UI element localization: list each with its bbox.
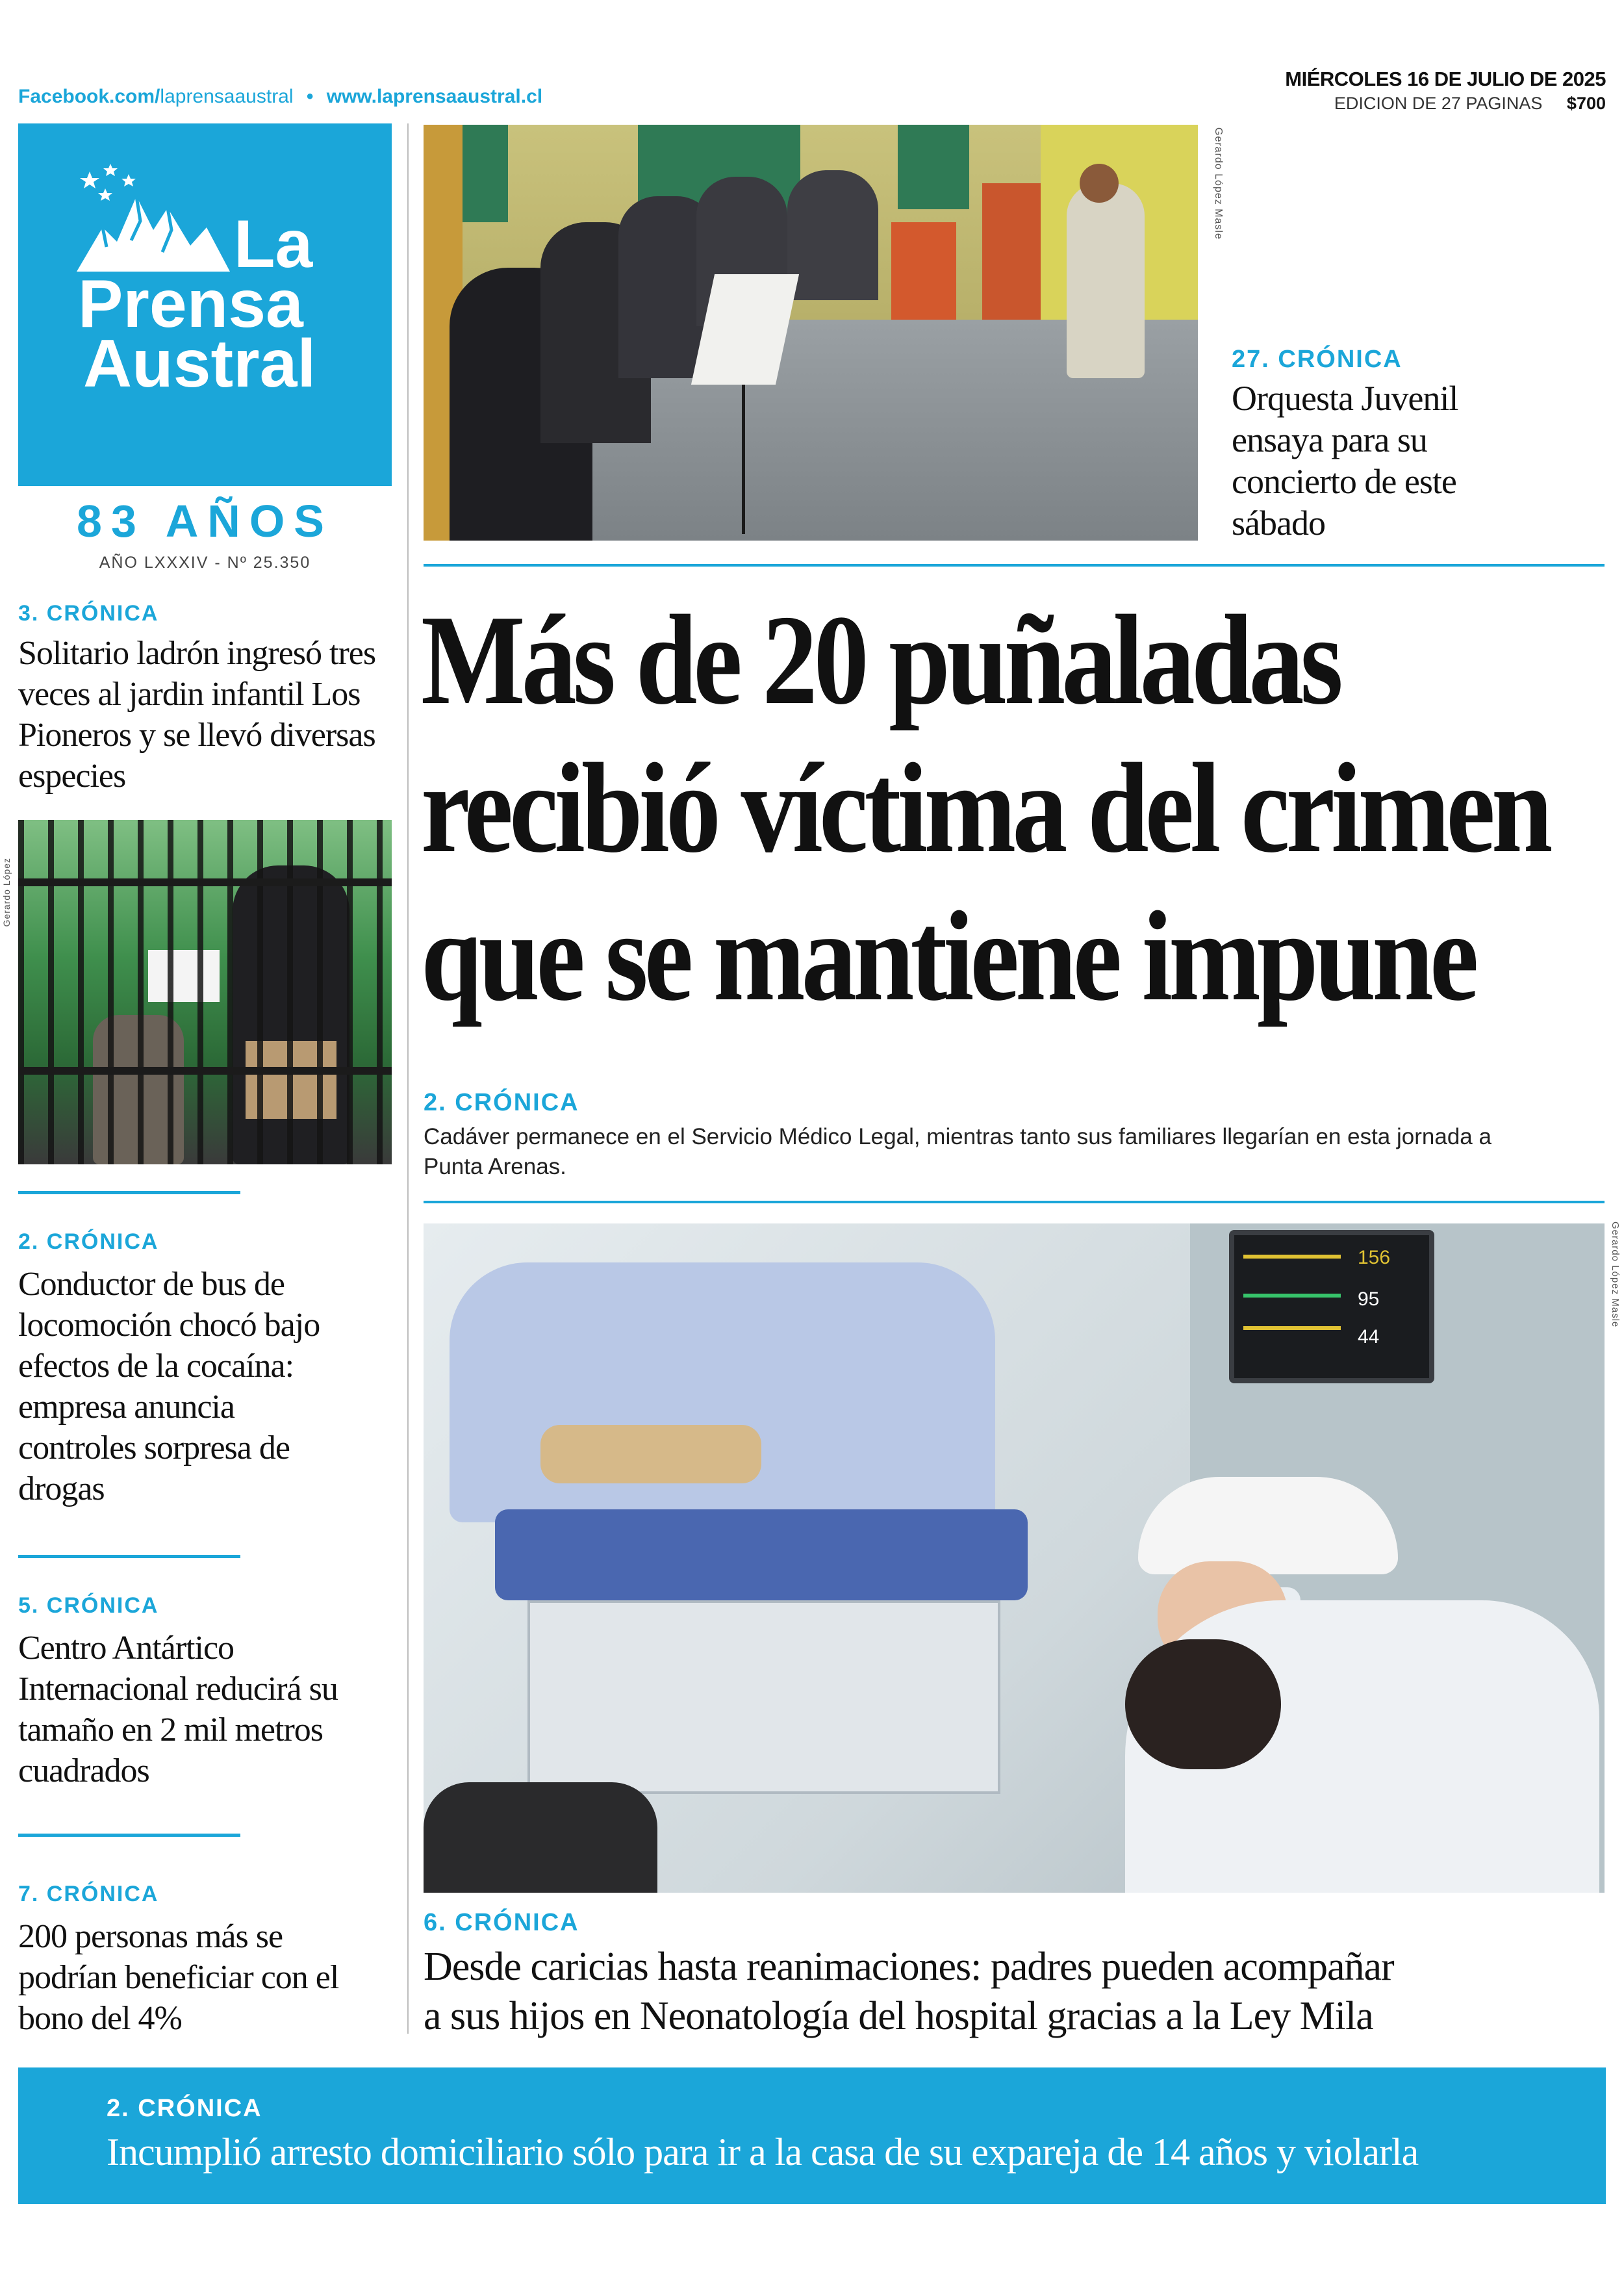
edition-pages: EDICION DE 27 PAGINAS [1334, 94, 1543, 113]
lead-kicker: 2. CRÓNICA [424, 1089, 579, 1116]
side-story-3[interactable] [18, 1593, 382, 1791]
side-story-headline: 200 personas más se podrían beneficiar con el bono del 4% [18, 1918, 339, 2037]
neonatal-story[interactable] [424, 1909, 1606, 2041]
neonatal-kicker: 6. CRÓNICA [424, 1909, 579, 1936]
photo-credit-neonatal: Gerardo López Masle [1610, 1222, 1621, 1328]
photo-credit-theft: Gerardo López [1, 858, 12, 927]
facebook-label: Facebook.com/ [18, 86, 160, 107]
side-story-kicker: 3. CRÓNICA [18, 601, 159, 626]
bottom-banner[interactable] [18, 2067, 1606, 2204]
banner-kicker: 2. CRÓNICA [107, 2095, 262, 2122]
neonatal-headline-line: a sus hijos en Neonatología del hospital gracias a la Ley Mila [424, 1994, 1373, 2038]
divider [424, 564, 1605, 567]
side-story-headline: Centro Antártico Internacional reducirá su tamaño en 2 mil metros cuadrados [18, 1630, 338, 1789]
neonatal-headline-line: Desde caricias hasta reanimaciones: padres pueden acompañar [424, 1945, 1394, 1989]
logo-word-austral: Austral [83, 326, 316, 402]
column-rule [407, 123, 409, 2034]
lead-headline-line: que se mantiene impune [421, 885, 1475, 1027]
lead-headline[interactable] [421, 586, 1610, 1030]
lead-deck: Cadáver permanece en el Servicio Médico Legal, mientras tanto sus familiares llegarían en esta jornada a Punta Arenas. [424, 1124, 1491, 1179]
lead-headline-line: recibió víctima del crimen [421, 737, 1549, 879]
side-story-kicker: 7. CRÓNICA [18, 1882, 159, 1906]
neonatal-photo [424, 1223, 1605, 1893]
side-story-kicker: 5. CRÓNICA [18, 1593, 159, 1618]
theft-photo [18, 820, 392, 1164]
orchestra-photo [424, 125, 1198, 541]
photo-credit-orchestra: Gerardo López Masle [1213, 127, 1224, 240]
monitor-value: 156 [1358, 1247, 1391, 1268]
divider [424, 1201, 1605, 1203]
side-story-4[interactable] [18, 1882, 382, 2039]
divider [18, 1555, 240, 1558]
masthead-logo[interactable] [18, 123, 392, 486]
orchestra-story[interactable] [1232, 346, 1595, 544]
divider [18, 1191, 240, 1194]
lead-headline-line: Más de 20 puñaladas [421, 589, 1339, 731]
price-tag: $700 [1566, 94, 1606, 113]
side-story-headline: Solitario ladrón ingresó tres veces al jardin infantil Los Pioneros y se llevó diversas especies [18, 635, 376, 795]
monitor-value: 95 [1358, 1288, 1380, 1310]
logo-word-prensa: Prensa [78, 266, 303, 342]
side-story-1[interactable] [18, 601, 382, 797]
side-story-headline: Conductor de bus de locomoción chocó bajo efectos de la cocaína: empresa anuncia controles sorpresa de drogas [18, 1266, 320, 1507]
facebook-link[interactable] [18, 86, 294, 107]
banner-headline: Incumplió arresto domiciliario sólo para ir a la casa de su expareja de 14 años y violarla [107, 2131, 1419, 2173]
logo-word-la: La [234, 207, 313, 282]
vital-monitor [1229, 1230, 1434, 1383]
issue-info [1285, 68, 1606, 114]
facebook-handle: laprensaaustral [160, 86, 294, 107]
orchestra-kicker: 27. CRÓNICA [1232, 346, 1402, 373]
separator-bullet: • [306, 86, 314, 107]
issue-number: AÑO LXXXIV - Nº 25.350 [99, 554, 311, 572]
divider [18, 1834, 240, 1837]
anniversary-label: 83 AÑOS [77, 496, 333, 546]
website-link[interactable]: www.laprensaaustral.cl [326, 86, 543, 107]
orchestra-headline: Orquesta Juvenil ensaya para su concierto de este sábado [1232, 379, 1458, 543]
edition-line [1285, 94, 1606, 114]
logo-text [18, 207, 392, 402]
neonatal-headline [424, 1942, 1606, 2041]
cell-bars [18, 820, 392, 1164]
lead-story-deck-block [424, 1089, 1593, 1182]
date-line: MIÉRCOLES 16 DE JULIO DE 2025 [1285, 68, 1606, 90]
side-story-kicker: 2. CRÓNICA [18, 1229, 159, 1254]
side-story-2[interactable] [18, 1229, 382, 1509]
monitor-value: 44 [1358, 1326, 1380, 1348]
social-links [18, 86, 542, 108]
